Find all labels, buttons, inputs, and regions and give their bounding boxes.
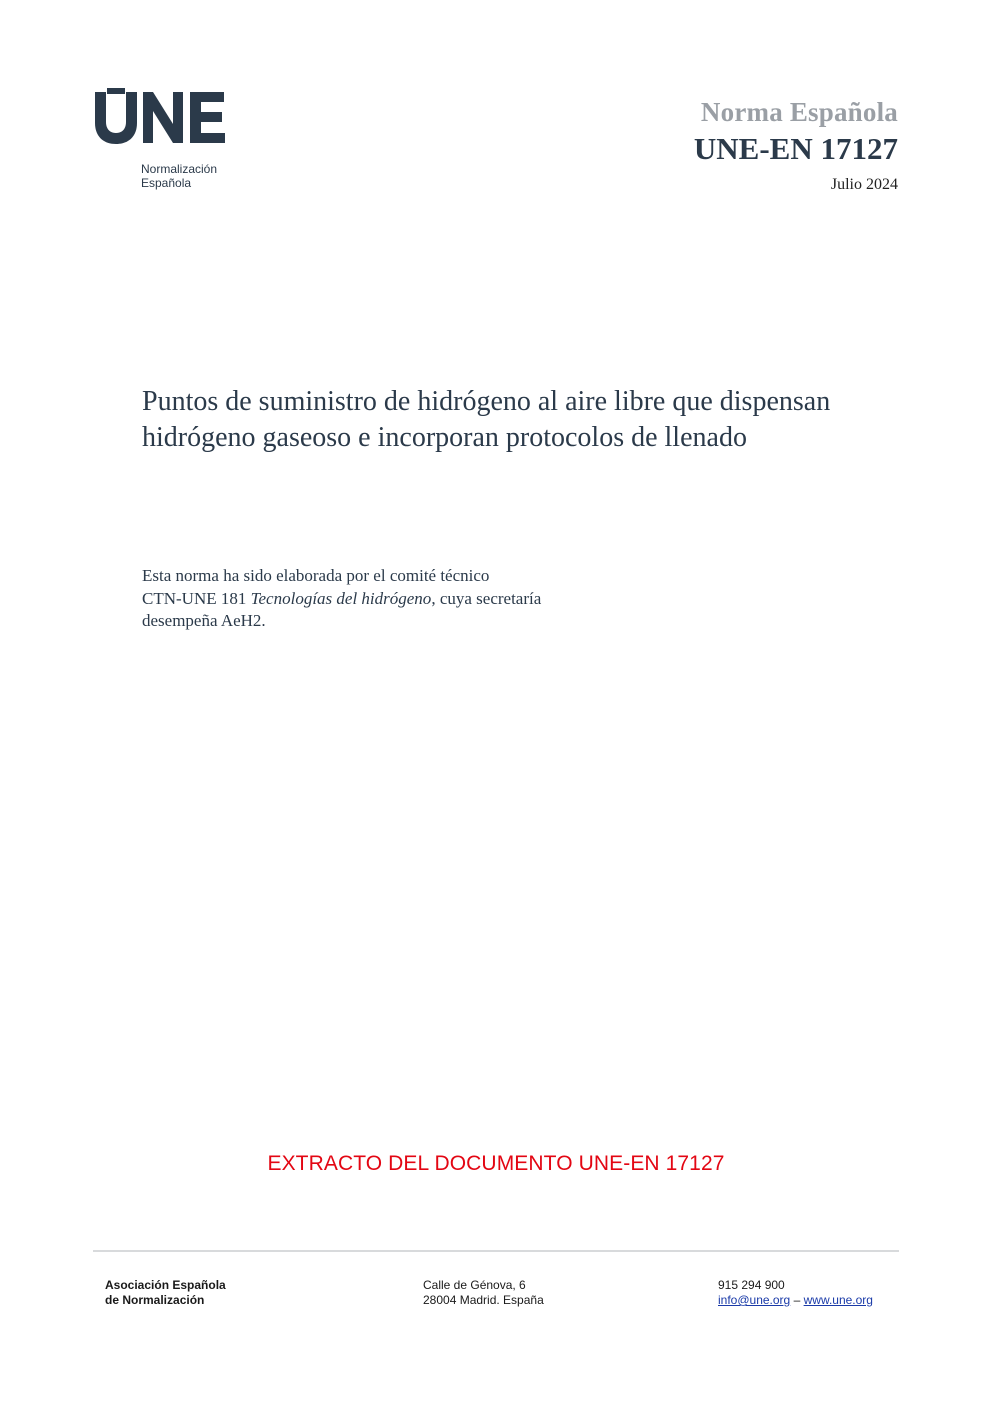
- footer-address: [423, 1278, 544, 1308]
- standard-code: UNE-EN 17127: [693, 131, 898, 166]
- logo-subtitle-line2: Española: [141, 176, 192, 190]
- norma-label: Norma Española: [700, 97, 898, 127]
- footer-organization: [105, 1278, 226, 1308]
- committee-line3: desempeña AeH2.: [142, 611, 266, 630]
- logo-subtitle-line1: Normalización: [141, 162, 218, 176]
- footer-org-line1: Asociación Española: [105, 1278, 226, 1292]
- footer-divider: [93, 1250, 899, 1252]
- committee-line1: Esta norma ha sido elaborada por el comité técnico: [142, 566, 490, 585]
- publication-date: Julio 2024: [830, 176, 898, 193]
- extract-notice: EXTRACTO DEL DOCUMENTO UNE-EN 17127: [267, 1152, 725, 1175]
- committee-name: Tecnologías del hidrógeno: [250, 588, 432, 608]
- document-title: Puntos de suministro de hidrógeno al aire libre que dispensan hidrógeno gaseoso e incorporan protocolos de llenado: [142, 386, 831, 453]
- footer-contact: [718, 1278, 873, 1308]
- committee-statement: [142, 565, 662, 633]
- une-logo-icon: [93, 88, 227, 144]
- standard-header: [694, 96, 898, 194]
- footer-phone: 915 294 900: [718, 1278, 785, 1292]
- footer-org-line2: de Normalización: [105, 1293, 205, 1307]
- logo-subtitle: [141, 162, 243, 190]
- footer-website-link[interactable]: www.une.org: [803, 1293, 873, 1307]
- committee-suffix: , cuya secretaría: [431, 588, 542, 608]
- footer-address-line2: 28004 Madrid. España: [423, 1293, 544, 1307]
- footer-separator: –: [793, 1293, 801, 1307]
- committee-code: CTN-UNE 181: [142, 588, 247, 608]
- une-logo: [93, 88, 243, 190]
- footer-address-line1: Calle de Génova, 6: [423, 1278, 526, 1292]
- footer-email-link[interactable]: info@une.org: [718, 1293, 791, 1307]
